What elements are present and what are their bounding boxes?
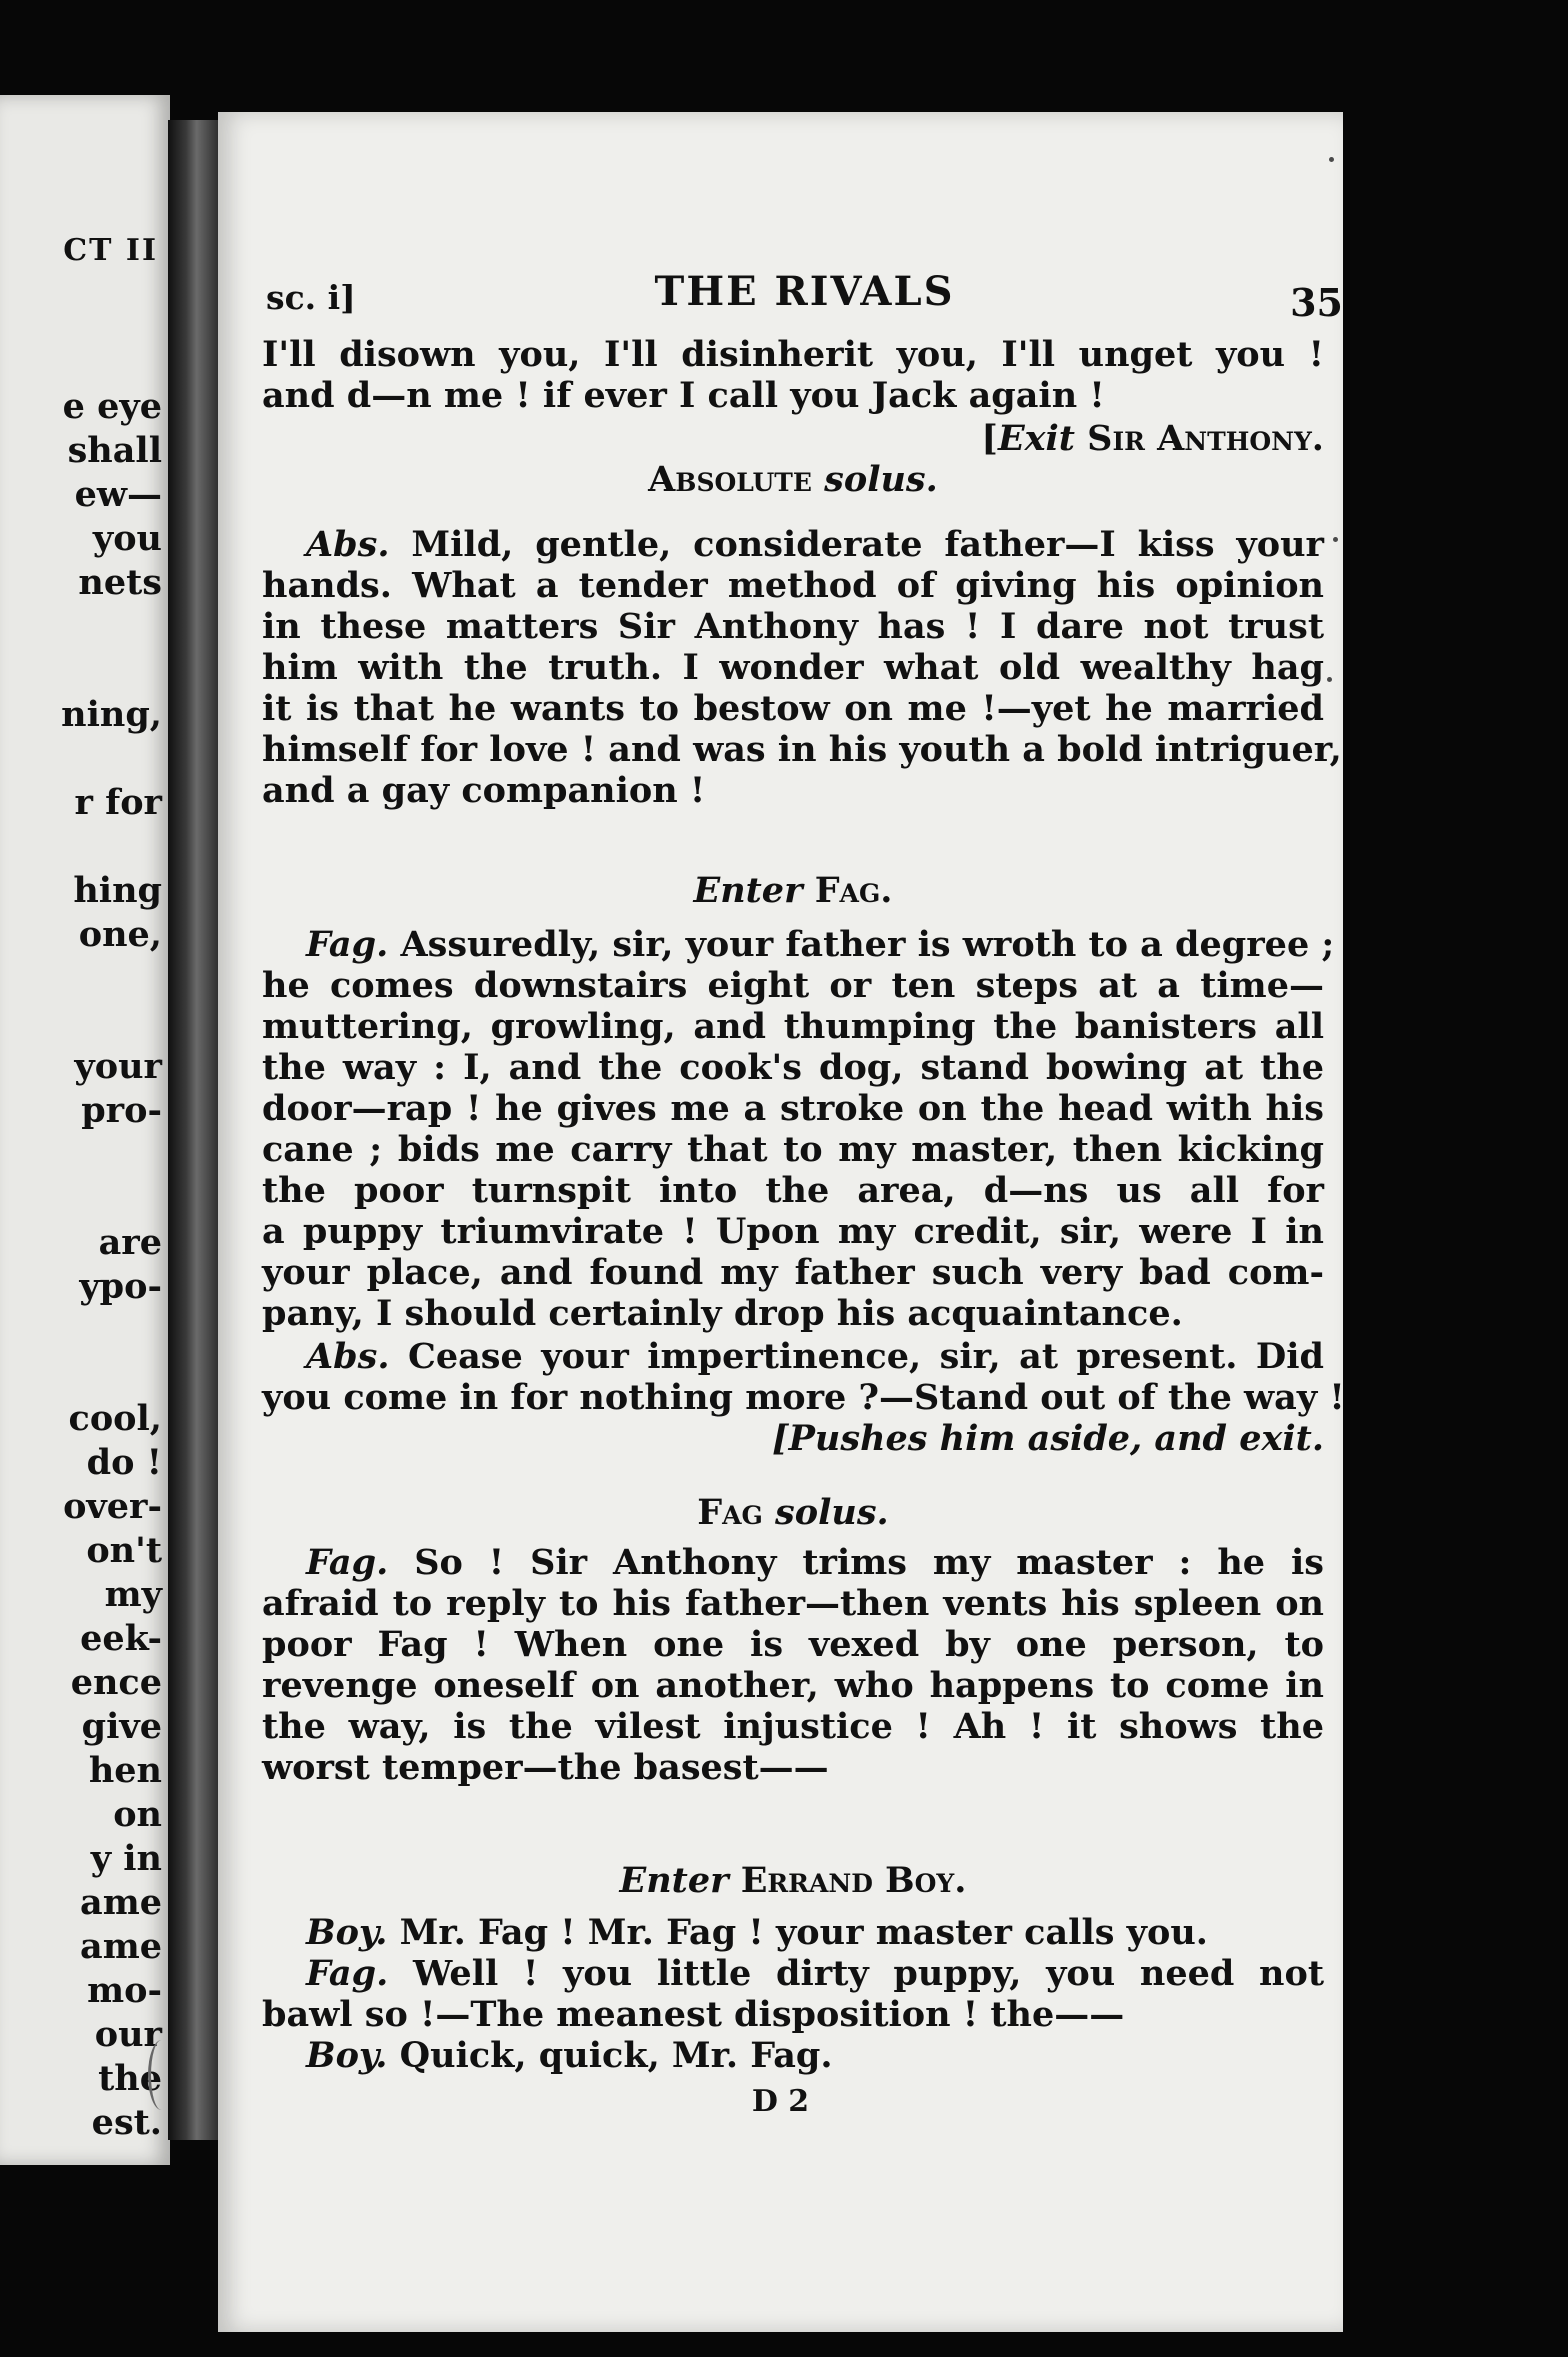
running-header (266, 268, 1343, 328)
page-number: 35 (1290, 280, 1343, 325)
left-page-fragment-line (2, 1177, 162, 1221)
text-line: he comes downstairs eight or ten steps at a time— (262, 965, 1324, 1006)
text-line: himself for love ! and was in his youth a bold intriguer, (262, 729, 1342, 770)
text-line: worst temper—the basest—— (262, 1747, 829, 1788)
speech-fag-soliloquy (262, 1542, 1324, 1788)
left-page-fragment-line: cool, (68, 1398, 162, 1439)
left-page-fragment-line (2, 1001, 162, 1045)
left-page-fragment-line: you (92, 518, 162, 559)
left-page-fragment-line: ame (80, 1926, 162, 1967)
scene-reference: sc. i] (266, 278, 356, 317)
speaker-name: Fag. (306, 1953, 389, 1994)
left-page-fragment-line: hing (73, 870, 162, 911)
left-page-fragment-line: eek- (80, 1618, 162, 1659)
left-page-fragment-line (2, 825, 162, 869)
text-line: it is that he wants to bestow on me !—yet he married (262, 688, 1324, 729)
text-line: the way, is the vilest injustice ! Ah ! it shows the (262, 1706, 1324, 1747)
left-running-head: CT II (63, 233, 158, 268)
left-page-fragment-line (2, 649, 162, 693)
text-line: poor Fag ! When one is vexed by one person, to (262, 1624, 1324, 1665)
left-page-fragment-line: e eye (62, 386, 162, 427)
left-page-fragment (0, 95, 170, 2165)
left-page-fragment-line: r for (74, 782, 162, 823)
speaker-name: Boy. (306, 1912, 388, 1953)
text-line: the poor turnspit into the area, d—ns us all for (262, 1170, 1324, 1211)
left-page-fragment-line: ew— (74, 474, 162, 515)
left-page-fragment-line: hen (88, 1750, 162, 1791)
left-page-fragment-line: ame (80, 1882, 162, 1923)
left-page-fragment-line (2, 957, 162, 1001)
text-line: muttering, growling, and thumping the banisters all (262, 1006, 1324, 1047)
text-line: Fag. Well ! you little dirty puppy, you need not (306, 1953, 1324, 1994)
text-line: revenge oneself on another, who happens to come in (262, 1665, 1324, 1706)
stage-direction-exit: [Pushes him aside, and exit. (772, 1418, 1324, 1459)
speech-fag (262, 924, 1335, 1334)
signature-mark: D 2 (751, 2084, 810, 2119)
text-line: and a gay companion ! (262, 770, 706, 811)
text-line: you come in for nothing more ?—Stand out of the way ! (262, 1377, 1345, 1418)
left-page-fragment-line (2, 605, 162, 649)
text-line: bawl so !—The meanest disposition ! the—— (262, 1994, 1125, 2035)
left-page-fragment-line (2, 1133, 162, 1177)
speech-exchange (262, 1912, 1324, 2076)
speaker-name: Boy. (306, 2035, 388, 2076)
text-line: afraid to reply to his father—then vents his spleen on (262, 1583, 1324, 1624)
left-page-fragment-line: our (94, 2014, 162, 2055)
left-page-fragment-line: are (98, 1222, 162, 1263)
text-line: pany, I should certainly drop his acquaintance. (262, 1293, 1183, 1334)
left-page-fragment-line: ning, (61, 694, 162, 735)
text-line: cane ; bids me carry that to my master, then kicking (262, 1129, 1324, 1170)
text-line: the way : I, and the cook's dog, stand bowing at the (262, 1047, 1324, 1088)
left-page-fragment-line: do ! (86, 1442, 162, 1483)
left-page-fragment-line: over- (63, 1486, 162, 1527)
page-edge-specks (1325, 157, 1343, 757)
left-page-fragment-line: ypo- (79, 1266, 162, 1307)
left-page-fragment-line: y in (90, 1838, 162, 1879)
left-page-fragment-line: mo- (87, 1970, 162, 2011)
text-line: door—rap ! he gives me a stroke on the head with his (262, 1088, 1324, 1129)
left-page-fragment-line: nets (78, 562, 162, 603)
text-line: Abs. Cease your impertinence, sir, at present. Did (306, 1336, 1324, 1377)
left-page-fragment-line: ence (70, 1662, 162, 1703)
left-page-fragment-line: on (113, 1794, 162, 1835)
left-page-fragment-line: shall (67, 430, 162, 471)
page-title: THE RIVALS (654, 268, 955, 315)
text-line: him with the truth. I wonder what old wealthy hag (262, 647, 1324, 688)
left-page-text (2, 385, 162, 2145)
left-page-fragment-line: est. (91, 2102, 162, 2143)
left-page-fragment-line: my (104, 1574, 162, 1615)
passage-opening (262, 334, 1324, 500)
text-line: a puppy triumvirate ! Upon my credit, sir, were I in (262, 1211, 1324, 1252)
text-line: I'll disown you, I'll disinherit you, I'll unget you ! (262, 334, 1324, 375)
left-page-fragment-line (2, 1309, 162, 1353)
left-page-fragment-line: one, (78, 914, 162, 955)
text-line: your place, and found my father such very bad com- (262, 1252, 1324, 1293)
text-line: in these matters Sir Anthony has ! I dare not trust (262, 606, 1324, 647)
text-line: Boy. Mr. Fag ! Mr. Fag ! your master calls you. (306, 1912, 1208, 1953)
left-page-fragment-line: the (98, 2058, 162, 2099)
speech-absolute-reply (262, 1336, 1345, 1459)
left-page-fragment-line (2, 737, 162, 781)
stage-direction-enter-boy: Enter Errand Boy. (619, 1860, 967, 1901)
text-line: Abs. Mild, gentle, considerate father—I kiss your (306, 524, 1325, 565)
stage-direction-exit: [Exit Sir Anthony. (981, 418, 1324, 459)
left-page-fragment-line: on't (86, 1530, 162, 1571)
stage-direction-enter-fag: Enter Fag. (693, 870, 893, 911)
speaker-name: Fag. (306, 924, 389, 965)
left-page-fragment-line: pro- (81, 1090, 162, 1131)
stage-direction-fag-solus: Fag solus. (697, 1492, 889, 1533)
text-line: Boy. Quick, quick, Mr. Fag. (306, 2035, 833, 2076)
book-page (218, 112, 1343, 2332)
text-line: Fag. Assuredly, sir, your father is wroth to a degree ; (306, 924, 1335, 965)
gutter-mark (148, 2040, 175, 2110)
left-page-fragment-line: your (74, 1046, 162, 1087)
text-line: hands. What a tender method of giving his opinion (262, 565, 1324, 606)
speaker-name: Fag. (306, 1542, 389, 1583)
text-line: Fag. So ! Sir Anthony trims my master : he is (306, 1542, 1324, 1583)
left-page-fragment-line: give (81, 1706, 162, 1747)
text-line: and d—n me ! if ever I call you Jack again ! (262, 375, 1105, 416)
stage-direction-solus: Absolute solus. (648, 459, 938, 500)
speaker-name: Abs. (306, 1336, 390, 1377)
speech-absolute (262, 524, 1342, 811)
book-gutter (168, 120, 220, 2140)
speaker-name: Abs. (306, 524, 390, 565)
left-page-fragment-line (2, 1353, 162, 1397)
